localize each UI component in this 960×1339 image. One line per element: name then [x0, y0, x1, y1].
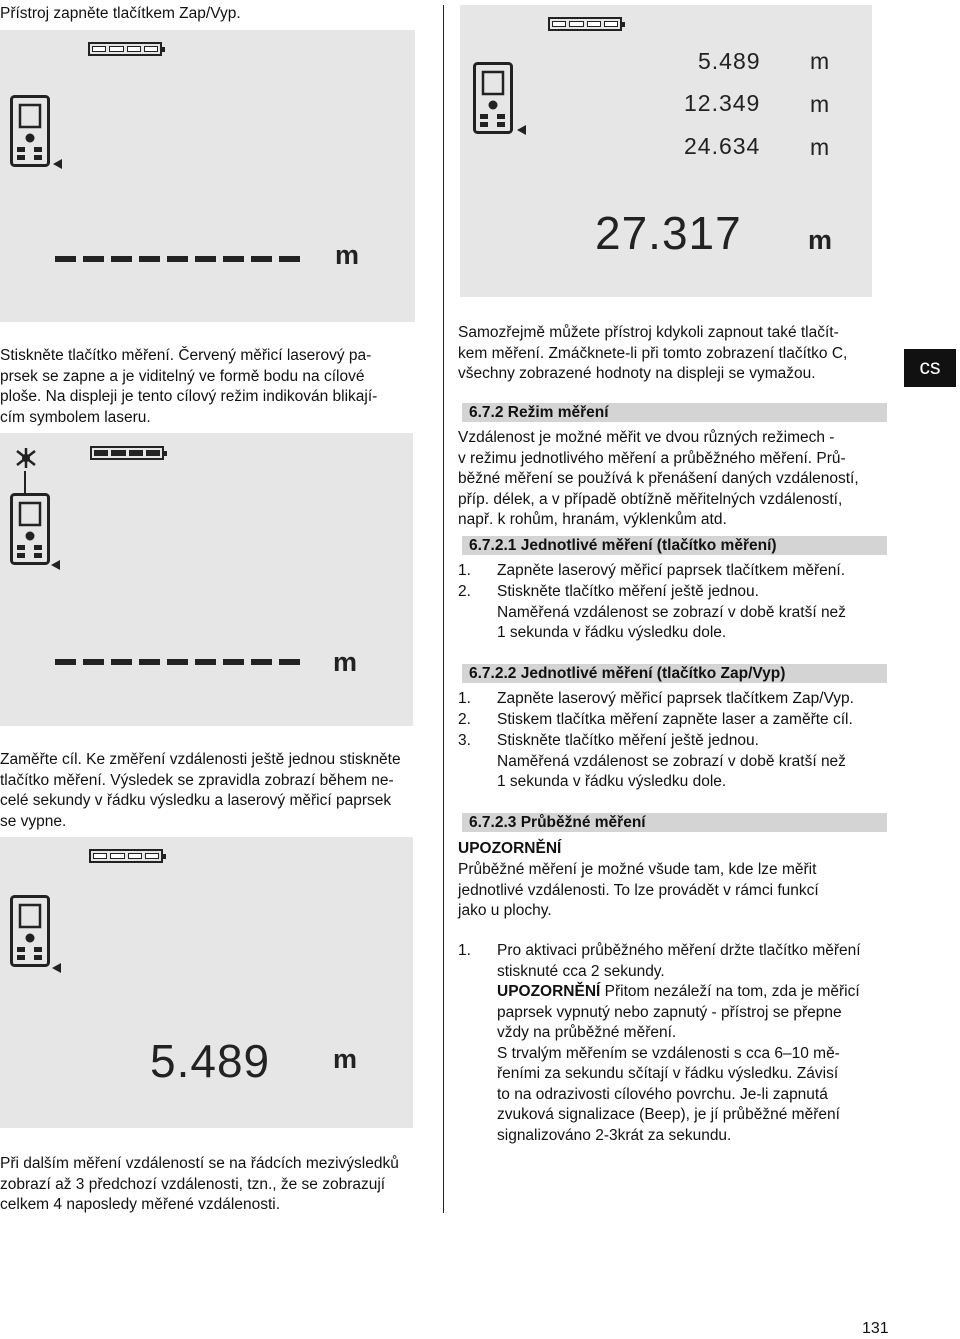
- list-item: 2. Stiskněte tlačítko měření ještě jednou. Naměřená vzdálenost se zobrazí v době kratší než 1 sekunda v řádku výsledku dole.: [458, 583, 846, 641]
- device-icon: [473, 62, 513, 134]
- section-heading-6-7-2-1: 6.7.2.1 Jednotlivé měření (tlačítko měření): [462, 536, 887, 555]
- note-title: UPOZORNĚNÍ: [458, 840, 562, 857]
- list-item: 1. Zapněte laserový měřicí paprsek tlačítkem Zap/Vyp.: [458, 690, 854, 707]
- unit-label: m: [333, 1044, 358, 1074]
- pointer-arrow-icon: [53, 159, 62, 169]
- language-tab: cs: [904, 349, 956, 387]
- display-panel-2: [0, 433, 413, 726]
- paragraph-modes: Vzdálenost je možné měřit ve dvou různých režimech - v režimu jednotlivého měření a průběžného měření. Prů- běžné měření se používá k přenášení daných vzdáleností, příp. délek, a v případě obtížně měřitelných vzdáleností, např. k rohům, hranám, výklenkům atd.: [458, 429, 859, 528]
- pointer-arrow-icon: [517, 125, 526, 135]
- battery-icon: [88, 42, 162, 56]
- intermediate-value-2: 12.349: [684, 90, 761, 116]
- section-heading-6-7-2: 6.7.2 Režim měření: [462, 403, 887, 422]
- device-icon: [10, 95, 50, 167]
- display-panel-1: [0, 30, 415, 322]
- column-divider: [443, 5, 444, 1213]
- inline-note-label: UPOZORNĚNÍ: [497, 983, 601, 1000]
- result-value: 5.489: [150, 1035, 271, 1087]
- dashes-placeholder: [55, 256, 300, 262]
- list-item: 1. Pro aktivaci průběžného měření držte tlačítko měření stisknuté cca 2 sekundy. UPOZORNĚNÍ Přitom nezáleží na tom, zda je měřicí paprsek vypnutý nebo zapnutý - přístroj se přepne vždy na průběžné měření. S trvalým měřením se vzdálenosti s cca 6–10 mě- řeními za sekundu sčítají v řádku výsledku. Závisí to na odrazivosti cílového povrchu. Je-li zapnutá zvuková signalizace (Beep), je jí průběžné měření signalizováno 2-3krát za sekundu.: [458, 942, 861, 1144]
- unit-label: m: [333, 647, 358, 677]
- section-heading-6-7-2-3: 6.7.2.3 Průběžné měření: [462, 813, 887, 832]
- step3-text: Zaměřte cíl. Ke změření vzdálenosti ještě jednou stiskněte tlačítko měření. Výsledek se zpravidla zobrazí během ne- celé sekundy v řádku výsledku a laserový měřicí paprsek se vypne.: [0, 751, 401, 830]
- intermediate-unit-3: m: [810, 134, 831, 160]
- intermediate-unit-1: m: [810, 48, 831, 74]
- list-item: 2. Stiskem tlačítka měření zapněte laser a zaměřte cíl.: [458, 711, 853, 728]
- intermediate-value-3: 24.634: [684, 133, 761, 159]
- battery-icon: [90, 446, 164, 460]
- battery-icon: [89, 849, 163, 863]
- unit-label: m: [335, 240, 360, 270]
- list-item: 3. Stiskněte tlačítko měření ještě jednou. Naměřená vzdálenost se zobrazí v době kratší než 1 sekunda v řádku výsledku dole.: [458, 732, 846, 790]
- paragraph-switch-on: Samozřejmě můžete přístroj kdykoli zapnout také tlačít- kem měření. Zmáčknete-li při tomto zobrazení tlačítko C, všechny zobrazené hodnoty na displeji se vymažou.: [458, 324, 848, 382]
- display-panel-3: [0, 837, 413, 1128]
- intermediate-value-1: 5.489: [698, 48, 761, 74]
- note-text: Průběžné měření je možné všude tam, kde lze měřit jednotlivé vzdálenosti. To lze provádět v rámci funkcí jako u plochy.: [458, 861, 819, 919]
- unit-label: m: [808, 225, 833, 255]
- device-icon: [10, 493, 50, 565]
- display-panel-4: [460, 5, 872, 297]
- section-heading-6-7-2-2: 6.7.2.2 Jednotlivé měření (tlačítko Zap/Vyp): [462, 664, 887, 683]
- battery-icon: [548, 17, 622, 31]
- result-value: 27.317: [595, 207, 742, 259]
- page-number: 131: [862, 1320, 889, 1337]
- pointer-arrow-icon: [51, 560, 60, 570]
- dashes-placeholder: [55, 659, 300, 665]
- list-item: 1. Zapněte laserový měřicí paprsek tlačítkem měření.: [458, 562, 846, 579]
- laser-symbol-icon: [12, 445, 40, 471]
- step2-text: Stiskněte tlačítko měření. Červený měřicí laserový pa- prsek se zapne a je viditelný ve formě bodu na cílové ploše. Na displeji je tento cílový režim indikován blikají- cím symbolem laseru.: [0, 347, 378, 426]
- step4-text: Při dalším měření vzdáleností se na řádcích mezivýsledků zobrazí až 3 předchozí vzdálenosti, tzn., že se zobrazují celkem 4 naposledy měřené vzdálenosti.: [0, 1155, 399, 1213]
- intro-text: Přístroj zapněte tlačítkem Zap/Vyp.: [0, 5, 241, 22]
- pointer-arrow-icon: [52, 963, 61, 973]
- device-icon: [10, 895, 50, 967]
- laser-line: [24, 471, 26, 493]
- intermediate-unit-2: m: [810, 91, 831, 117]
